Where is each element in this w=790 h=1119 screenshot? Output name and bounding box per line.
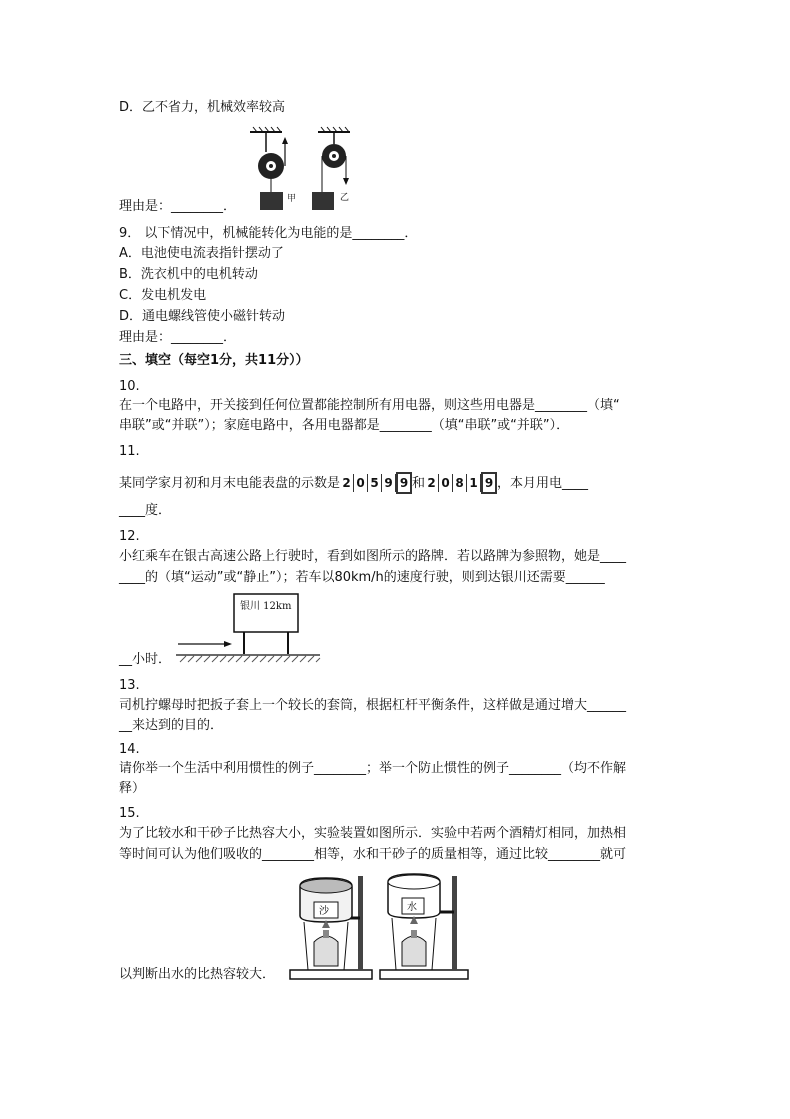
q12-line3: __小时．: [119, 652, 172, 667]
q13-line1: 司机拧螺母时把扳子套上一个较长的套筒，根据杠杆平衡条件，这样做是通过增大______: [119, 698, 627, 713]
q14-number: 14.: [119, 742, 140, 757]
q15-number: 15.: [119, 806, 140, 821]
ceiling-left: [250, 127, 282, 132]
q11-text-a: 某同学家月初和月末电能表盘的示数是: [119, 476, 341, 491]
setup-sand: [290, 876, 372, 979]
q12-number: 12.: [119, 529, 140, 544]
meter-digit: 8: [453, 474, 467, 492]
q14-line2: 释）: [119, 781, 146, 796]
q13-line2: __来达到的目的．: [119, 718, 224, 733]
q11-number: 11.: [119, 444, 140, 459]
meter-digit-decimal: 9: [481, 472, 497, 494]
alcohol-lamp-left: [314, 936, 338, 966]
q15-line1: 为了比较水和干砂子比热容大小，实验装置如图所示．实验中若两个酒精灯相同，加热相: [119, 826, 627, 841]
road-sign-text: 银川 12km: [240, 601, 292, 612]
q15-line2: 等时间可认为他们吸收的________相等，水和干砂子的质量相等，通过比较________就可: [119, 847, 627, 862]
weight-yi: [312, 192, 334, 210]
q10-line1: 在一个电路中，开关接到任何位置都能控制所有用电器，则这些用电器是________（填“: [119, 398, 620, 413]
q11-line2: ____度．: [119, 503, 172, 518]
q11-text-b: 和: [412, 476, 426, 491]
label-sand: 沙: [319, 906, 329, 917]
road-sign-figure: [176, 590, 322, 666]
meter-digit: 2: [425, 474, 439, 492]
alcohol-lamp-right: [402, 936, 426, 966]
meter-digit: 1: [467, 474, 481, 492]
label-yi: 乙: [340, 193, 350, 203]
pulley-figure: [240, 126, 370, 214]
arrow-up-icon: [282, 137, 288, 144]
meter-digit: 5: [368, 474, 382, 492]
q10-number: 10.: [119, 379, 140, 394]
ceiling-right: [318, 127, 350, 132]
meter-reading-start: [340, 476, 412, 491]
meter-digit: 0: [439, 474, 453, 492]
section-title: 三、填空（每空1分，共11分））: [119, 353, 309, 368]
meter-digit: 9: [382, 474, 396, 492]
label-jia: 甲: [287, 194, 297, 204]
q15-line3: 以判断出水的比热容较大．: [119, 967, 276, 982]
meter-digit-decimal: 9: [396, 472, 412, 494]
meter-digit: 2: [340, 474, 354, 492]
q8-option-d: D．乙不省力，机械效率较高: [119, 100, 286, 115]
road-sign: [234, 594, 298, 632]
q9-stem: 9． 以下情况中，机械能转化为电能的是________．: [119, 226, 418, 241]
q11-line1: [119, 472, 588, 494]
setup-water: [380, 874, 468, 979]
arrow-down-icon: [343, 178, 349, 185]
meter-reading-end: [425, 476, 497, 491]
q10-line2: 串联”或“并联”）；家庭电路中，各用电器都是________（填“串联”或“并联”）．: [119, 418, 570, 433]
q9-option-c: C．发电机发电: [119, 288, 207, 303]
weight-jia: [260, 192, 283, 210]
heating-apparatus-figure: [288, 872, 472, 982]
q9-option-b: B．洗衣机中的电机转动: [119, 267, 258, 282]
q12-line1: 小红乘车在银古高速公路上行驶时，看到如图所示的路牌．若以路牌为参照物，她是____: [119, 549, 627, 564]
q9-option-d: D．通电螺线管使小磁针转动: [119, 309, 286, 324]
q11-text-c: ，本月用电____: [497, 476, 589, 491]
q8-reason: 理由是：________．: [119, 199, 237, 214]
label-water: 水: [407, 902, 417, 913]
meter-digit: 0: [354, 474, 368, 492]
q13-number: 13.: [119, 678, 140, 693]
q9-reason: 理由是：________．: [119, 330, 237, 345]
q14-line1: 请你举一个生活中利用惯性的例子________；举一个防止惯性的例子________（均不作解: [119, 761, 627, 776]
q12-line2: ____的（填“运动”或“静止”）；若车以80km/h的速度行驶，则到达银川还需要______: [119, 570, 605, 585]
q9-option-a: A．电池使电流表指针摆动了: [119, 246, 284, 261]
